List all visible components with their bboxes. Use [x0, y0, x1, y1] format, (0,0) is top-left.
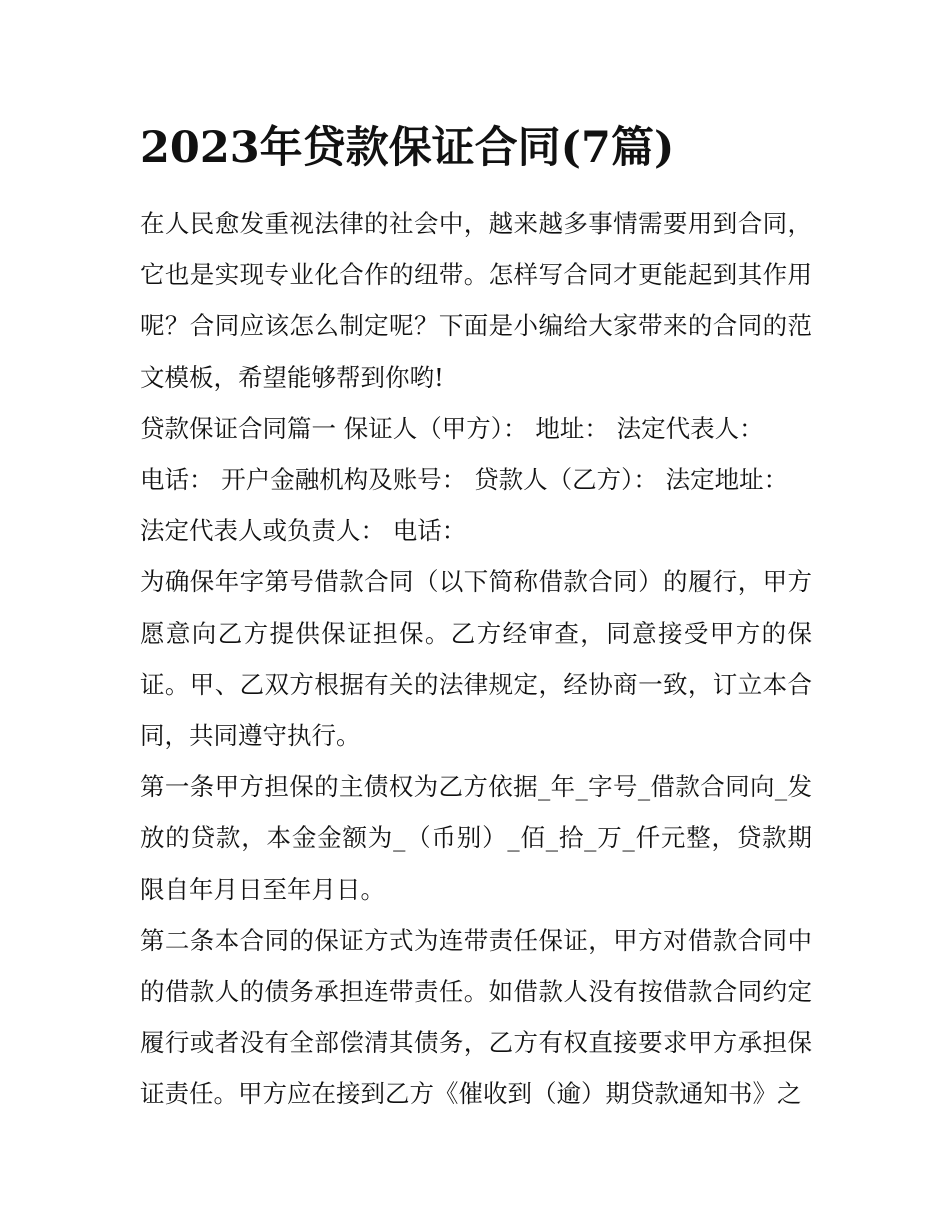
intro-paragraph: 在人民愈发重视法律的社会中，越来越多事情需要用到合同，它也是实现专业化合作的纽带。怎样写合同才更能起到其作用呢？合同应该怎么制定呢？下面是小编给大家带来的合同的范文模板，希望能够帮到你哟!	[140, 209, 812, 392]
representative-info-line: 法定代表人或负责人： 电话：	[140, 516, 467, 546]
guarantor-info-line: 贷款保证合同篇一 保证人（甲方）： 地址： 法定代表人：	[140, 413, 764, 443]
lender-info-line: 电话： 开户金融机构及账号： 贷款人（乙方）： 法定地址：	[140, 465, 789, 495]
article-1-paragraph: 第一条甲方担保的主债权为乙方依据_年_字号_借款合同向_发放的贷款，本金金额为_（币别）_佰_拾_万_仟元整，贷款期限自年月日至年月日。	[140, 772, 812, 904]
document-body	[140, 198, 812, 1120]
preamble-paragraph: 为确保年字第号借款合同（以下简称借款合同）的履行，甲方愿意向乙方提供保证担保。乙方经审查，同意接受甲方的保证。甲、乙双方根据有关的法律规定，经协商一致，订立本合同，共同遵守执行。	[140, 567, 812, 751]
document-title: 2023年贷款保证合同(7篇)	[140, 123, 675, 173]
article-2-paragraph: 第二条本合同的保证方式为连带责任保证，甲方对借款合同中的借款人的债务承担连带责任。如借款人没有按借款合同约定履行或者没有全部偿清其债务，乙方有权直接要求甲方承担保证责任。甲方应在接到乙方《催收到（逾）期贷款通知书》之	[140, 925, 812, 1109]
contract-parties-block	[140, 403, 812, 557]
